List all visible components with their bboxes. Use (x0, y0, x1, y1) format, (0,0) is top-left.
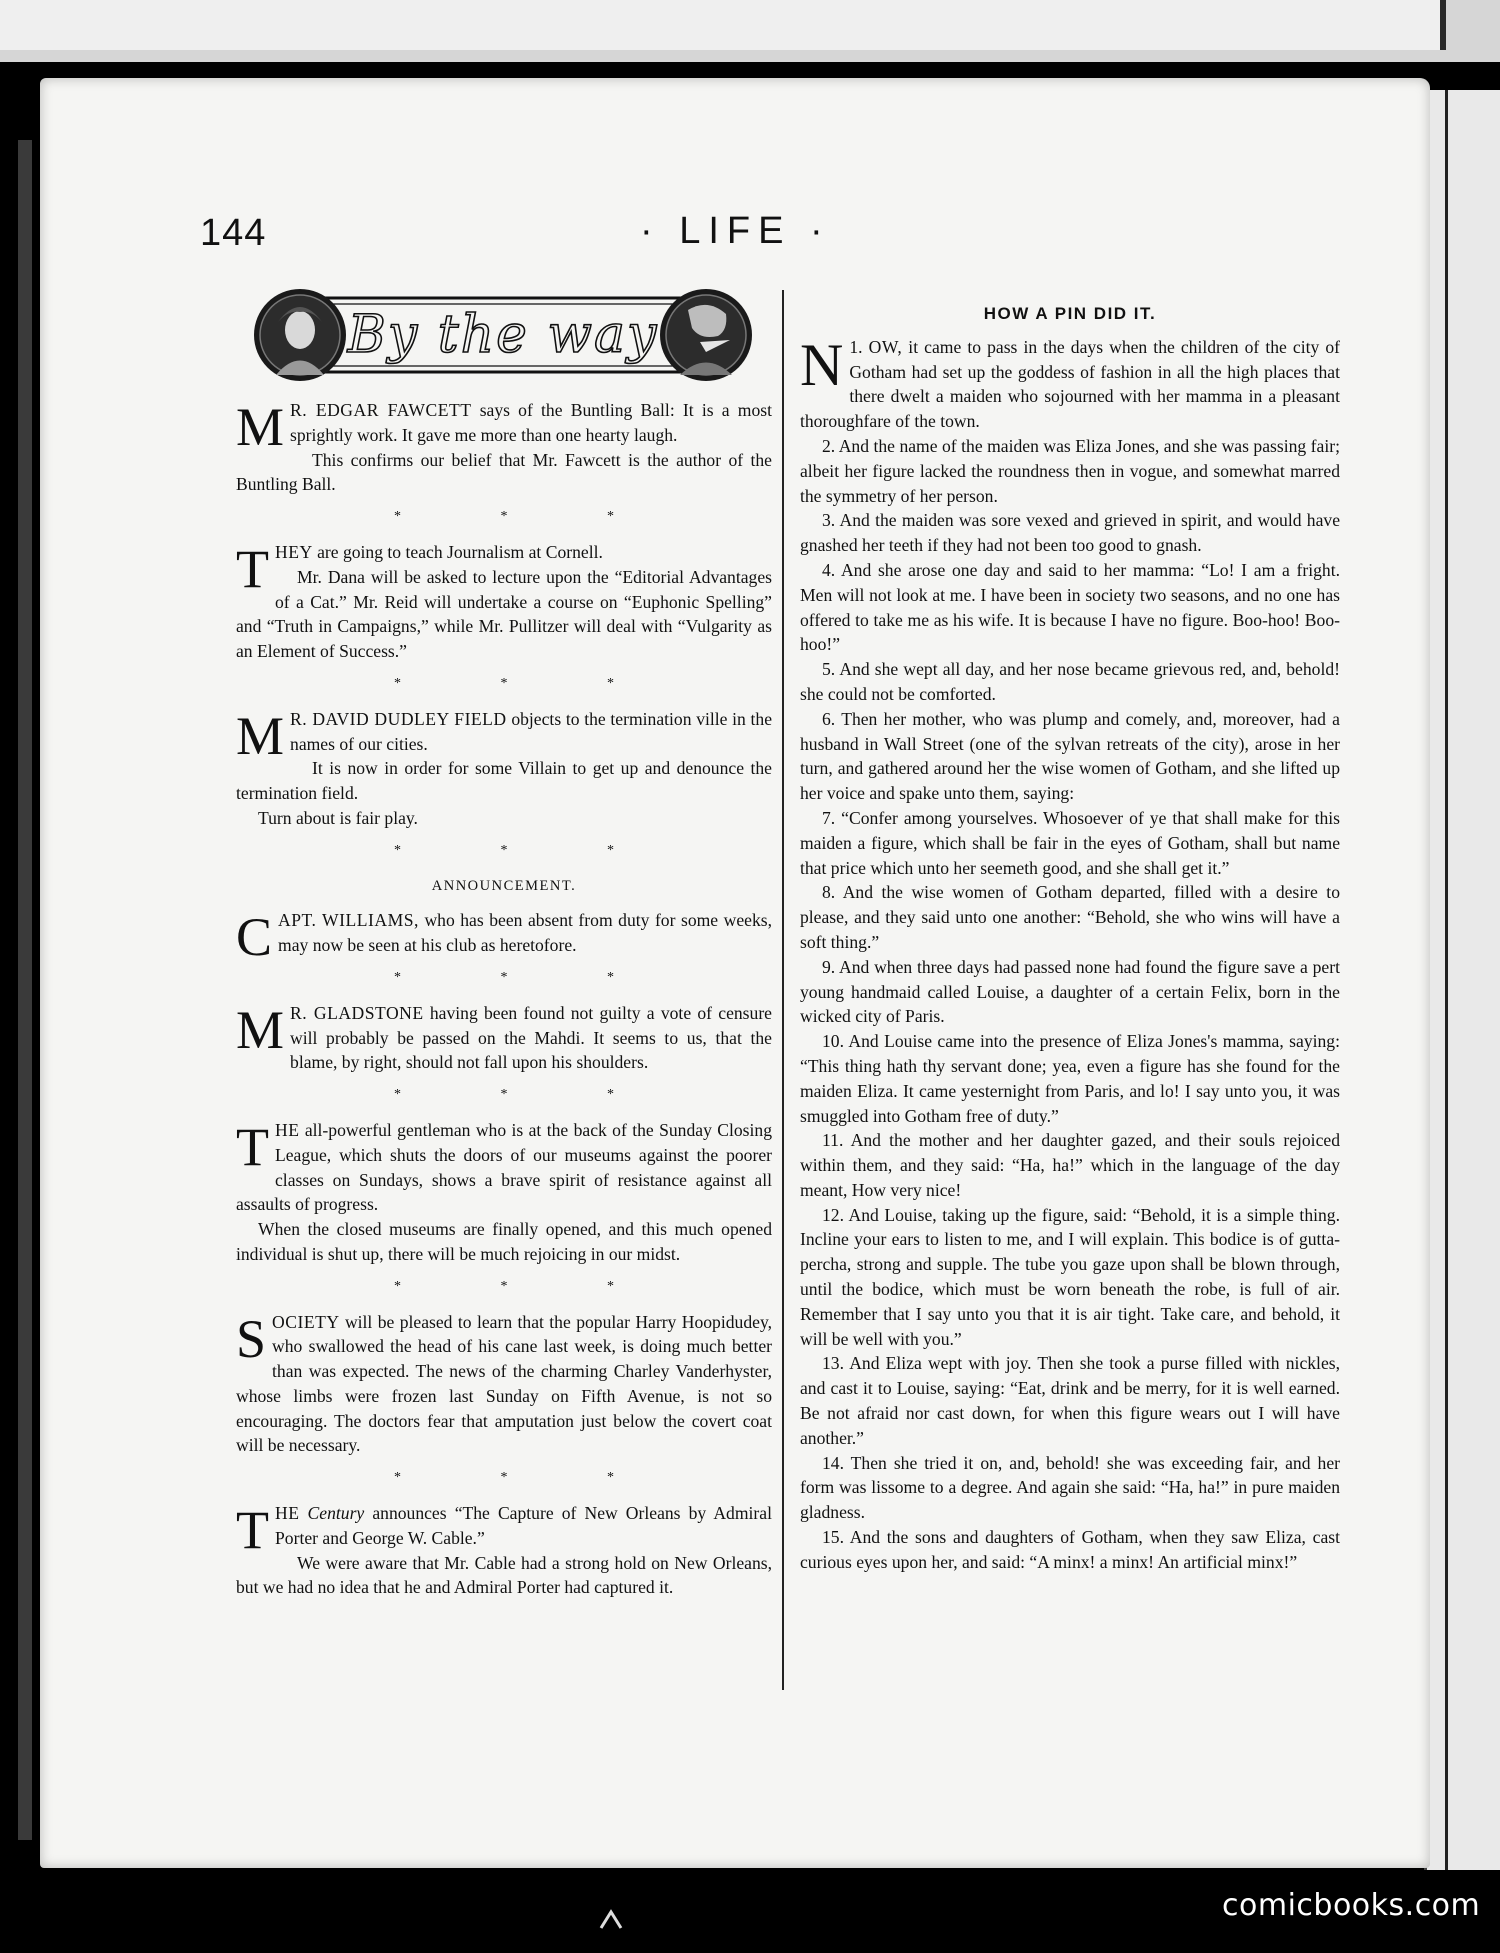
paragraph-text: announces “The Capture of New Orleans by Admiral Porter and George W. Cable.” (275, 1503, 772, 1548)
left-column (236, 398, 772, 1600)
item-society (236, 1310, 772, 1459)
paragraph-text: who has been absent from duty for some weeks, may now be seen at his club as heretofore. (278, 910, 772, 956)
verse: 3. And the maiden was sore vexed and grieved in spirit, and would have gnashed her teeth if they had not been too good to gnash. (800, 510, 1340, 556)
separator-stars: * * * (394, 842, 662, 858)
item-fawcett (236, 398, 772, 497)
lead-words: APT. WILLIAMS, (278, 910, 419, 931)
article-title: HOW A PIN DID IT. (983, 304, 1157, 323)
paragraph-text: Turn about is fair play. (258, 807, 418, 828)
lead-words: HE (275, 1503, 300, 1524)
separator-stars: * * * (394, 1470, 662, 1486)
item-century (236, 1501, 772, 1600)
drop-cap: T (236, 538, 269, 599)
right-column (800, 302, 1340, 1575)
lead-words: HEY (275, 541, 313, 562)
masthead-title: · LIFE · (640, 210, 831, 252)
separator-stars: * * * (394, 1087, 662, 1103)
separator-stars: * * * (394, 509, 662, 525)
lead-words: R. DAVID DUDLEY FIELD (290, 708, 507, 729)
verse: 2. And the name of the maiden was Eliza Jones, and she was passing fair; albeit her figure lacked the roundness then in vogue, and somewhat marred the symmetry of her person. (800, 435, 1340, 506)
portrait-man-icon (660, 289, 752, 381)
banner-title: By the way (347, 305, 659, 365)
lead-words: R. GLADSTONE (290, 1002, 424, 1023)
verse: 7. “Confer among yourselves. Whosoever of ye that shall make for this maiden a figure, which shall be fair in the eyes of Gotham, shall but name that price which unto her seemeth good, and she shall get it.” (800, 807, 1340, 878)
binding-shadow (18, 140, 32, 1840)
lead-words: OCIETY (272, 1311, 340, 1332)
drop-cap: M (236, 397, 285, 457)
paragraph-text: It is now in order for some Villain to get up and denounce the termination field. (236, 758, 772, 804)
paragraph-text: having been found not guilty a vote of censure will probably be passed on the Mahdi. It seems to us, that the blame, by right, should not fall upon his shoulders. (290, 1002, 772, 1073)
drop-cap: S (236, 1308, 267, 1369)
italic-title: Century (299, 1503, 365, 1524)
verse: 5. And she wept all day, and her nose became grievous red, and, behold! she could not be comforted. (800, 659, 1340, 704)
paragraph-text: Mr. Dana will be asked to lecture upon the “Editorial Advantages of a Cat.” Mr. Reid will undertake a course on “Euphonic Spelling” and “Truth in Campaigns,” while Mr. Pullitzer will deal with “Vulgarity as an Element of Success.” (236, 566, 772, 662)
top-page-edge (0, 0, 1500, 62)
lead-words: OW, (868, 336, 903, 357)
drop-cap: N (800, 331, 844, 398)
verse: 6. Then her mother, who was plump and comely, and, moreover, had a husband in Wall Street (one of the sylvan retreats of the city), arose in her turn, and gathered around her the wise women of Gotham, and she lifted up her voice and spake unto them, saying: (800, 708, 1340, 804)
portrait-woman-icon (254, 289, 346, 381)
verse: 11. And the mother and her daughter gazed, and their souls rejoiced within them, and they said: “Ha, ha!” which in the language of the day meant, How very nice! (800, 1130, 1340, 1200)
item-sunday-closing (236, 1118, 772, 1267)
watermark-text: comicbooks.com (1222, 1888, 1481, 1923)
verse: 14. Then she tried it on, and, behold! she was exceeding fair, and her form was lissome to a degree. And again she said: “Ha, ha!” in pure maiden gladness. (800, 1452, 1340, 1523)
verse-1 (800, 331, 1340, 434)
verse: 15. And the sons and daughters of Gotham, when they saw Eliza, cast curious eyes upon her, and said: “A minx! a minx! An artificial minx!” (800, 1527, 1340, 1572)
verse: 12. And Louise, taking up the figure, said: “Behold, it is a simple thing. Incline your ears to listen to me, and I will explain. This bodice is of gutta-percha, strong and supple. The tube you gaze upon shall be blown through, until the bodice, which must be worn beneath the robe, is full of air. Remember that I say unto you that it is air tight. Take care, and behold, it will be well with you.” (800, 1204, 1340, 1349)
verse: 8. And the wise women of Gotham departed, filled with a desire to please, and they said unto one another: “Behold, she who wins will have a soft thing.” (800, 882, 1340, 952)
drop-cap: M (236, 705, 285, 766)
drop-cap: M (236, 999, 285, 1060)
paragraph-text: We were aware that Mr. Cable had a strong hold on New Orleans, but we had no idea that he and Admiral Porter had captured it. (236, 1552, 772, 1598)
verse: 4. And she arose one day and said to her mamma: “Lo! I am a fright. Men will not look at me. I have been in society two seasons, and no one has offered to take me as his wife. It is because I have no figure. Boo-hoo! Boo-hoo!” (800, 559, 1340, 655)
section-heading: ANNOUNCEMENT. (431, 877, 577, 894)
paragraph-text: says of the Buntling Ball: It is a most sprightly work. It gave me more than one hearty laugh. (290, 400, 772, 445)
item-announcement (236, 874, 772, 968)
item-gladstone (236, 1001, 772, 1075)
item-field (236, 707, 772, 831)
verse: 9. And when three days had passed none had found the figure save a pert young handmaid called Louise, a daughter of a certain Felix, born in the wicked city of Paris. (800, 956, 1340, 1027)
scan-mark-icon (598, 1906, 624, 1932)
paragraph-text: will be pleased to learn that the popular Harry Hoopidudey, who swallowed the head of his cane last week, is doing much better than was expected. The news of the charming Charley Vanderhyster, whose limbs were frozen last Sunday on Fifth Avenue, is not so encouraging. The doctors fear that amputation just below the covert coat will be necessary. (236, 1311, 772, 1456)
by-the-way-banner (248, 280, 758, 390)
paragraph-text: are going to teach Journalism at Cornell. (312, 541, 603, 562)
drop-cap: T (236, 1500, 269, 1561)
column-rule (782, 290, 784, 1690)
lead-words: R. EDGAR FAWCETT (290, 400, 472, 420)
paragraph-text: When the closed museums are finally opened, and this much opened individual is shut up, there will be much rejoicing in our midst. (236, 1219, 772, 1264)
verse-number: 1. (849, 336, 863, 357)
paragraph-text: objects to the termination ville in the names of our cities. (290, 708, 773, 754)
lead-words: HE (275, 1119, 300, 1140)
adjacent-page-edge (1424, 90, 1500, 1890)
separator-stars: * * * (394, 969, 662, 985)
separator-stars: * * * (394, 675, 662, 691)
page-number: 144 (200, 212, 267, 254)
paragraph-text: This confirms our belief that Mr. Fawcett is the author of the Buntling Ball. (236, 449, 772, 495)
top-page-edge-inner (0, 0, 1446, 50)
separator-stars: * * * (394, 1278, 662, 1294)
verse: 10. And Louise came into the presence of Eliza Jones's mamma, saying: “This thing hath thy servant done; yea, even a figure has she found for the maiden Eliza. It came yesternight from Paris, and lo! I say unto you, it was smuggled into Gotham free of duty.” (800, 1031, 1340, 1126)
drop-cap: C (236, 907, 273, 968)
paragraph-text: it came to pass in the days when the children of the city of Gotham had set up the goddess of fashion in all the high places that there dwelt a maiden who sojourned with her mamma in a pleasant thoroughfare of the town. (800, 336, 1340, 432)
item-journalism (236, 540, 772, 664)
paragraph-text: all-powerful gentleman who is at the back of the Sunday Closing League, which shuts the doors of our museums against the poorer classes on Sundays, shows a brave spirit of resistance against all assaults of progress. (236, 1119, 772, 1215)
verse: 13. And Eliza wept with joy. Then she took a purse filled with nickles, and cast it to Louise, saying: “Eat, drink and be merry, for it is well earned. Be not afraid nor cast down, for when this figure wears out I will have another.” (800, 1353, 1340, 1448)
drop-cap: T (236, 1116, 269, 1177)
adjacent-page-line (1445, 90, 1448, 1890)
